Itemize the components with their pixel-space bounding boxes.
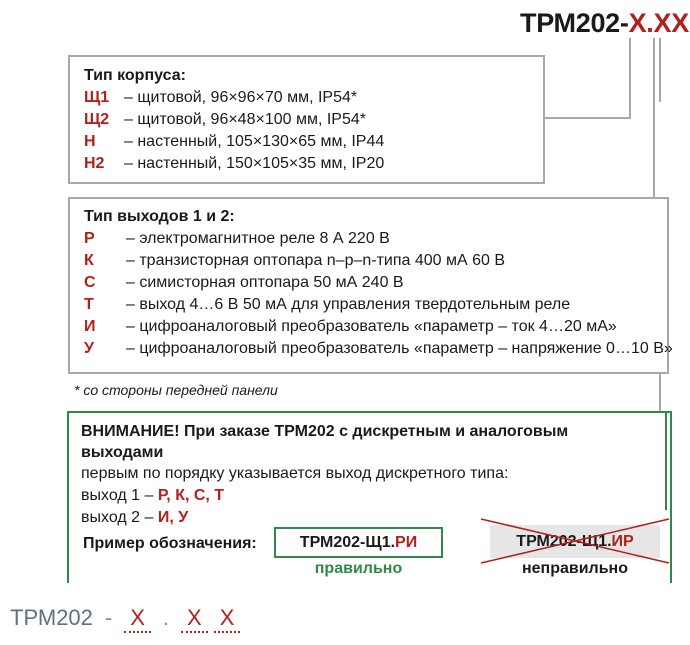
footnote: * со стороны передней панели (74, 382, 278, 398)
output-code: Т (84, 296, 94, 313)
attention-text: первым по порядку указывается выход дискретного типа: (81, 465, 509, 482)
correct-suffix: РИ (395, 533, 418, 551)
housing-code: Щ2 (84, 111, 110, 128)
output-code: У (84, 340, 94, 357)
output-code: К (84, 252, 94, 269)
housing-type-box (68, 55, 545, 184)
housing-desc: – настенный, 105×130×65 мм, IP44 (124, 133, 385, 150)
attention-box (67, 411, 672, 583)
attention-heading: ВНИМАНИЕ! При заказе ТРМ202 с дискретным и аналоговым выходами (81, 423, 569, 461)
output1-rule (81, 485, 658, 507)
housing-code: Щ1 (84, 89, 110, 106)
correct-model: ТРМ202-Щ1. (299, 533, 396, 551)
list-item (84, 316, 653, 338)
output-desc: – выход 4…6 В 50 мА для управления твердотельным реле (126, 296, 571, 313)
output-desc: – цифроаналоговый преобразователь «параметр – напряжение 0…10 В» (126, 340, 673, 357)
list-item (84, 272, 653, 294)
output-desc: – симисторная оптопара 50 мА 240 В (126, 274, 404, 291)
list-item (84, 250, 653, 272)
formula-slot-housing: Х (124, 605, 151, 633)
output-code: Р (84, 230, 95, 247)
list-item (84, 153, 529, 175)
formula-slot-output1: Х (181, 605, 208, 633)
outputs-heading: Тип выходов 1 и 2: (84, 208, 235, 225)
example-label: Пример обозначения: (83, 535, 257, 552)
list-item (84, 294, 653, 316)
formula-dot: . (162, 605, 170, 630)
correct-caption: правильно (314, 560, 403, 577)
output-code: И (84, 318, 96, 335)
model-code-title (520, 8, 689, 39)
output2-codes: И, У (157, 509, 189, 526)
list-item (84, 131, 529, 153)
housing-desc: – настенный, 150×105×35 мм, IP20 (124, 155, 385, 172)
model-name: ТРМ202- (520, 8, 629, 38)
incorrect-model: ТРМ202-Щ1. (516, 532, 612, 550)
list-item (84, 228, 653, 250)
outputs-slot: ХХ (653, 8, 689, 38)
output2-label: выход 2 – (81, 509, 158, 526)
output1-codes: Р, К, С, Т (157, 487, 225, 504)
output1-label: выход 1 – (81, 487, 158, 504)
incorrect-caption: неправильно (521, 560, 628, 577)
output-desc: – электромагнитное реле 8 А 220 В (126, 230, 390, 247)
housing-desc: – щитовой, 96×96×70 мм, IP54* (124, 89, 358, 106)
formula-slot-output2: Х (214, 605, 241, 633)
output-type-box (68, 197, 673, 374)
output-code: С (84, 274, 96, 291)
formula-dash: - (104, 605, 113, 630)
list-item (84, 87, 529, 109)
housing-heading: Тип корпуса: (84, 67, 186, 84)
housing-desc: – щитовой, 96×48×100 мм, IP54* (124, 111, 366, 128)
correct-example (274, 527, 443, 558)
list-item (84, 338, 673, 360)
title-separator: . (646, 8, 654, 38)
list-item (84, 109, 529, 131)
output-desc: – цифроаналоговый преобразователь «параметр – ток 4…20 мА» (126, 318, 617, 335)
formula-model: ТРМ202 (10, 605, 93, 630)
output-desc: – транзисторная оптопара n–p–n-типа 400 мА 60 В (126, 252, 506, 269)
housing-code: Н (84, 133, 96, 150)
housing-slot: Х (628, 8, 647, 38)
model-formula (10, 605, 240, 633)
housing-code: Н2 (84, 155, 105, 172)
incorrect-suffix: ИР (611, 532, 634, 550)
